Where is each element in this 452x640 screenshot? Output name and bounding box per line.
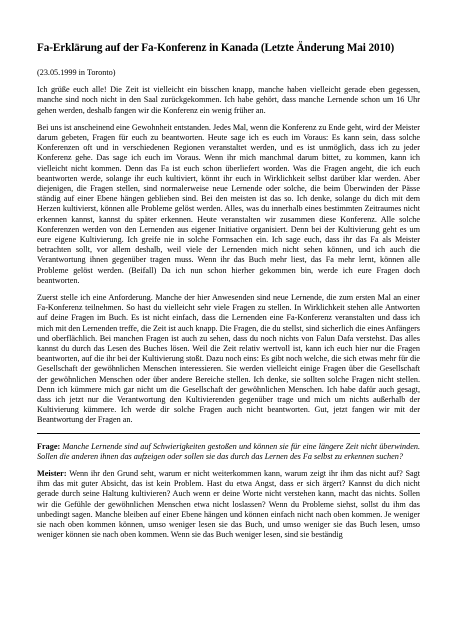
section-divider bbox=[37, 433, 420, 434]
paragraph-conference: Bei uns ist anscheinend eine Gewohnheit entstanden. Jedes Mal, wenn die Konferenz zu Ende geht, wird der Meister darum gebeten, Fragen für euch zu beantworten. Heute sage ich es euch im Voraus: Es kann sein, dass solche Konferenzen oft und in verschiedenen Regionen veranstaltet werden, und es ist unmöglich, dass ich zu jeder Konferenz gehe. Das sage ich euch im Voraus. Wenn ihr mich manchmal darum bittet, zu kommen, kann ich vielleicht nicht kommen. Denn das Fa ist euch schon überliefert worden. Was die Fragen angeht, die ich euch beantworten werde, solange ihr euch kultiviert, könnt ihr euch in Wirklichkeit selbst darüber klar werden. Aber diejenigen, die Fragen stellen, sind normalerweise neue Lernende oder solche, die beim Überwinden der Pässe ständig auf einer Ebene hängen geblieben sind. Bei den meisten ist das so. Ich denke, solange du dich mit dem Herzen kultivierst, können alle Probleme gelöst werden. Alles, was du innerhalb eines bestimmten Zeitraumes nicht erkennen kannst, kannst du später erkennen. Heute veranstalten wir zusammen diese Konferenz. Alle solche Konferenzen werden von den Lernenden aus eigener Initiative organisiert. Denn bei der Kultivierung geht es um eure eigene Kultivierung. Ich greife nie in solche Formsachen ein. Ich sage euch, dass ihr das Fa als Meister betrachten sollt, vor allem deshalb, weil viele der Lernenden mich nicht sehen können, und ich auch die Verantwortung ihnen gegenüber tragen muss. Wenn ihr das Buch mehr liest, das Fa mehr lernt, können alle Probleme gelöst werden. (Beifall) Da ich nun schon hierher gekommen bin, werde ich eure Fragen doch beantworten. bbox=[37, 122, 420, 285]
paragraph-greeting: Ich grüße euch alle! Die Zeit ist vielleicht ein bisschen knapp, manche haben vielleicht gerade eben gegessen, manche sind noch nicht in den Saal zurückgekommen. Ich habe gehört, dass manche Lernende schon um 16 Uhr gehen werden, deshalb fangen wir die Konferenz ein wenig früher an. bbox=[37, 85, 420, 115]
date-line: (23.05.1999 in Toronto) bbox=[37, 68, 116, 78]
question-label: Frage: bbox=[37, 441, 63, 451]
document-title: Fa-Erklärung auf der Fa-Konferenz in Kanada (Letzte Änderung Mai 2010) bbox=[37, 42, 395, 54]
answer-label: Meister: bbox=[37, 469, 70, 478]
answer-text: Wenn ihr den Grund seht, warum er nicht weiterkommen kann, warum zeigt ihr ihm das nicht auf? Sagt ihm das mit guter Absicht, das ist kein Problem. Hast du etwa Angst, dass er sich ärgert? Kannst du dich nicht gerade durch seine Haltung kultivieren? Auch wenn er deine Worte nicht verstehen kann, macht das nichts. Sollen wir die Gefühle der gewöhnlichen Menschen etwa nicht loslassen? Wenn du Probleme siehst, sollst du ihm das unbedingt sagen. Manche bleiben auf einer Ebene hängen und können einfach nicht nach oben kommen. Je weniger sie nach oben kommen können, umso weniger lesen sie das Buch, und umso weniger sie das Buch lesen, umso weniger können sie nach oben kommen. Wenn sie das Buch weniger lesen, sind sie beständig bbox=[37, 469, 420, 540]
question-text: Manche Lernende sind auf Schwierigkeiten gestoßen und können sie für eine längere Zeit nicht überwinden. Sollen die anderen ihnen das aufzeigen oder sollen sie das durch das Lernen des Fa selbst zu erkennen suchen? bbox=[37, 441, 420, 461]
paragraph-requirement: Zuerst stelle ich eine Anforderung. Manche der hier Anwesenden sind neue Lernende, die zum ersten Mal an einer Fa-Konferenz teilnehmen. So hast du vielleicht sehr viele Fragen zu stellen. In Wirklichkeit stehen alle Antworten auf deine Fragen im Buch. Es ist nicht einfach, dass die Lernenden eine Fa-Konferenz veranstalten und dass ich mich mit den Lernenden treffe, die Zeit ist auch knapp. Die Fragen, die du stellst, sind sicherlich die eines Anfängers und oberflächlich. Bei manchen Fragen ist auch zu sehen, dass du noch nichts von Falun Dafa verstehst. Das alles kannst du durch das Lesen des Buches lösen. Weil die Zeit relativ wertvoll ist, kann ich euch hier nur die Fragen beantworten, auf die ihr bei der Kultivierung stoßt. Dazu noch eins: Es gibt noch welche, die sich etwas mehr für die Gesellschaft der gewöhnlichen Menschen interessieren. Sie werden vielleicht einige Fragen über die Gesellschaft der gewöhnlichen Menschen oder über andere Bereiche stellen. Ich denke, sie sollten solche Fragen nicht stellen. Denn ich kümmere mich gar nicht um die Gesellschaft der gewöhnlichen Menschen. Ich habe dafür auch gesagt, dass ich jetzt nur die Verantwortung den Kultivierenden gegenüber trage und mich um nichts außerhalb der Kultivierung kümmere. Ich werde dir solche Fragen auch nicht beantworten. Gut, jetzt fangen wir mit der Beantwortung der Fragen an. bbox=[37, 292, 420, 425]
question-block bbox=[37, 442, 420, 462]
answer-block bbox=[37, 469, 420, 540]
